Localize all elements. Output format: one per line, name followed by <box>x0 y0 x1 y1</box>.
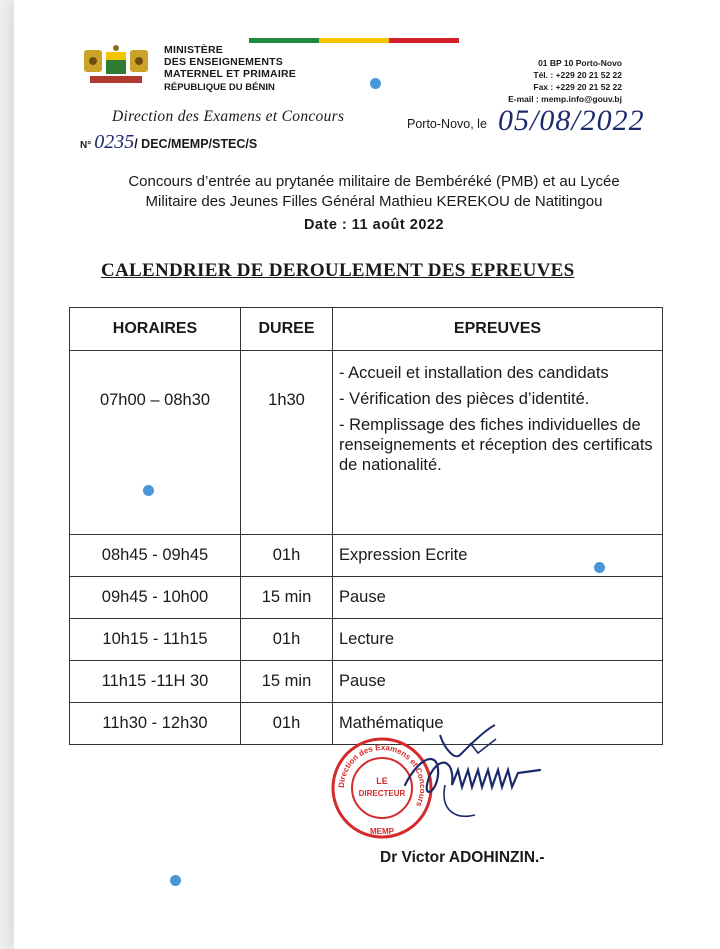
exam-date: Date : 11 août 2022 <box>303 217 445 233</box>
cell-duree: 1h30 <box>241 351 333 535</box>
cell-epreuves-list <box>333 351 663 535</box>
list-item: - Accueil et installation des candidats <box>339 364 609 382</box>
table-row <box>70 619 663 661</box>
list-item: - Remplissage des fiches individuelles de renseignements et réception des certificats de nationalité. <box>339 416 653 474</box>
direction-name: Direction des Examens et Concours <box>112 108 345 125</box>
schedule-table <box>69 307 663 745</box>
svg-text:MEMP: MEMP <box>370 827 394 836</box>
cell-horaire: 07h00 – 08h30 <box>70 351 241 535</box>
column-header-duree: DUREE <box>241 308 333 351</box>
contact-block: 01 BP 10 Porto-Novo Tél. : +229 20 21 52 22 Fax : +229 20 21 52 22 E-mail : memp.info@gouv.bj <box>508 58 622 104</box>
table-row <box>70 535 663 577</box>
calendar-heading: CALENDRIER DE DEROULEMENT DES EPREUVES <box>101 260 575 281</box>
table-row <box>70 351 663 535</box>
svg-text:Direction des Examens et Conco: Direction des Examens et Concours <box>336 742 428 809</box>
svg-text:LE: LE <box>376 776 388 786</box>
table-row <box>70 661 663 703</box>
list-item: - Vérification des pièces d’identité. <box>339 390 590 408</box>
signer-name: Dr Victor ADOHINZIN.- <box>380 849 545 866</box>
column-header-horaires: HORAIRES <box>70 308 241 351</box>
reference-number: N° 0235/ DEC/MEMP/STEC/S <box>80 131 258 153</box>
table-header-row <box>70 308 663 351</box>
cell-duree: 15 min <box>241 661 333 703</box>
cell-duree: 01h <box>241 703 333 745</box>
svg-text:DIRECTEUR: DIRECTEUR <box>358 789 406 798</box>
handwritten-date: 05/08/2022 <box>498 104 645 137</box>
cell-horaire: 08h45 - 09h45 <box>70 535 241 577</box>
coat-of-arms-icon <box>80 44 152 88</box>
cell-duree: 15 min <box>241 577 333 619</box>
cell-horaire: 10h15 - 11h15 <box>70 619 241 661</box>
blue-dot-marker <box>594 562 605 573</box>
table-row <box>70 577 663 619</box>
cell-duree: 01h <box>241 535 333 577</box>
blue-dot-marker <box>370 78 381 89</box>
place-label: Porto-Novo, le <box>407 117 487 131</box>
document-title: Concours d’entrée au prytanée militaire de Bembéréké (PMB) et au Lycée Militaire des Jeunes Filles Général Mathieu KEREKOU de Natitingou <box>128 173 620 210</box>
handwritten-signature <box>400 715 570 825</box>
cell-epreuve: Lecture <box>333 619 663 661</box>
blue-dot-marker <box>170 875 181 886</box>
ministry-name: MINISTÈRE DES ENSEIGNEMENTS MATERNEL ET PRIMAIRE <box>164 44 296 80</box>
cell-horaire: 09h45 - 10h00 <box>70 577 241 619</box>
cell-horaire: 11h15 -11H 30 <box>70 661 241 703</box>
cell-epreuve: Pause <box>333 661 663 703</box>
blue-dot-marker <box>143 485 154 496</box>
column-header-epreuves: EPREUVES <box>333 308 663 351</box>
cell-horaire: 11h30 - 12h30 <box>70 703 241 745</box>
flag-stripe <box>249 38 459 43</box>
cell-duree: 01h <box>241 619 333 661</box>
cell-epreuve: Mathématique <box>333 703 663 745</box>
cell-epreuve: Expression Ecrite <box>333 535 663 577</box>
cell-epreuve: Pause <box>333 577 663 619</box>
republic-name: RÉPUBLIQUE DU BÉNIN <box>164 82 275 93</box>
